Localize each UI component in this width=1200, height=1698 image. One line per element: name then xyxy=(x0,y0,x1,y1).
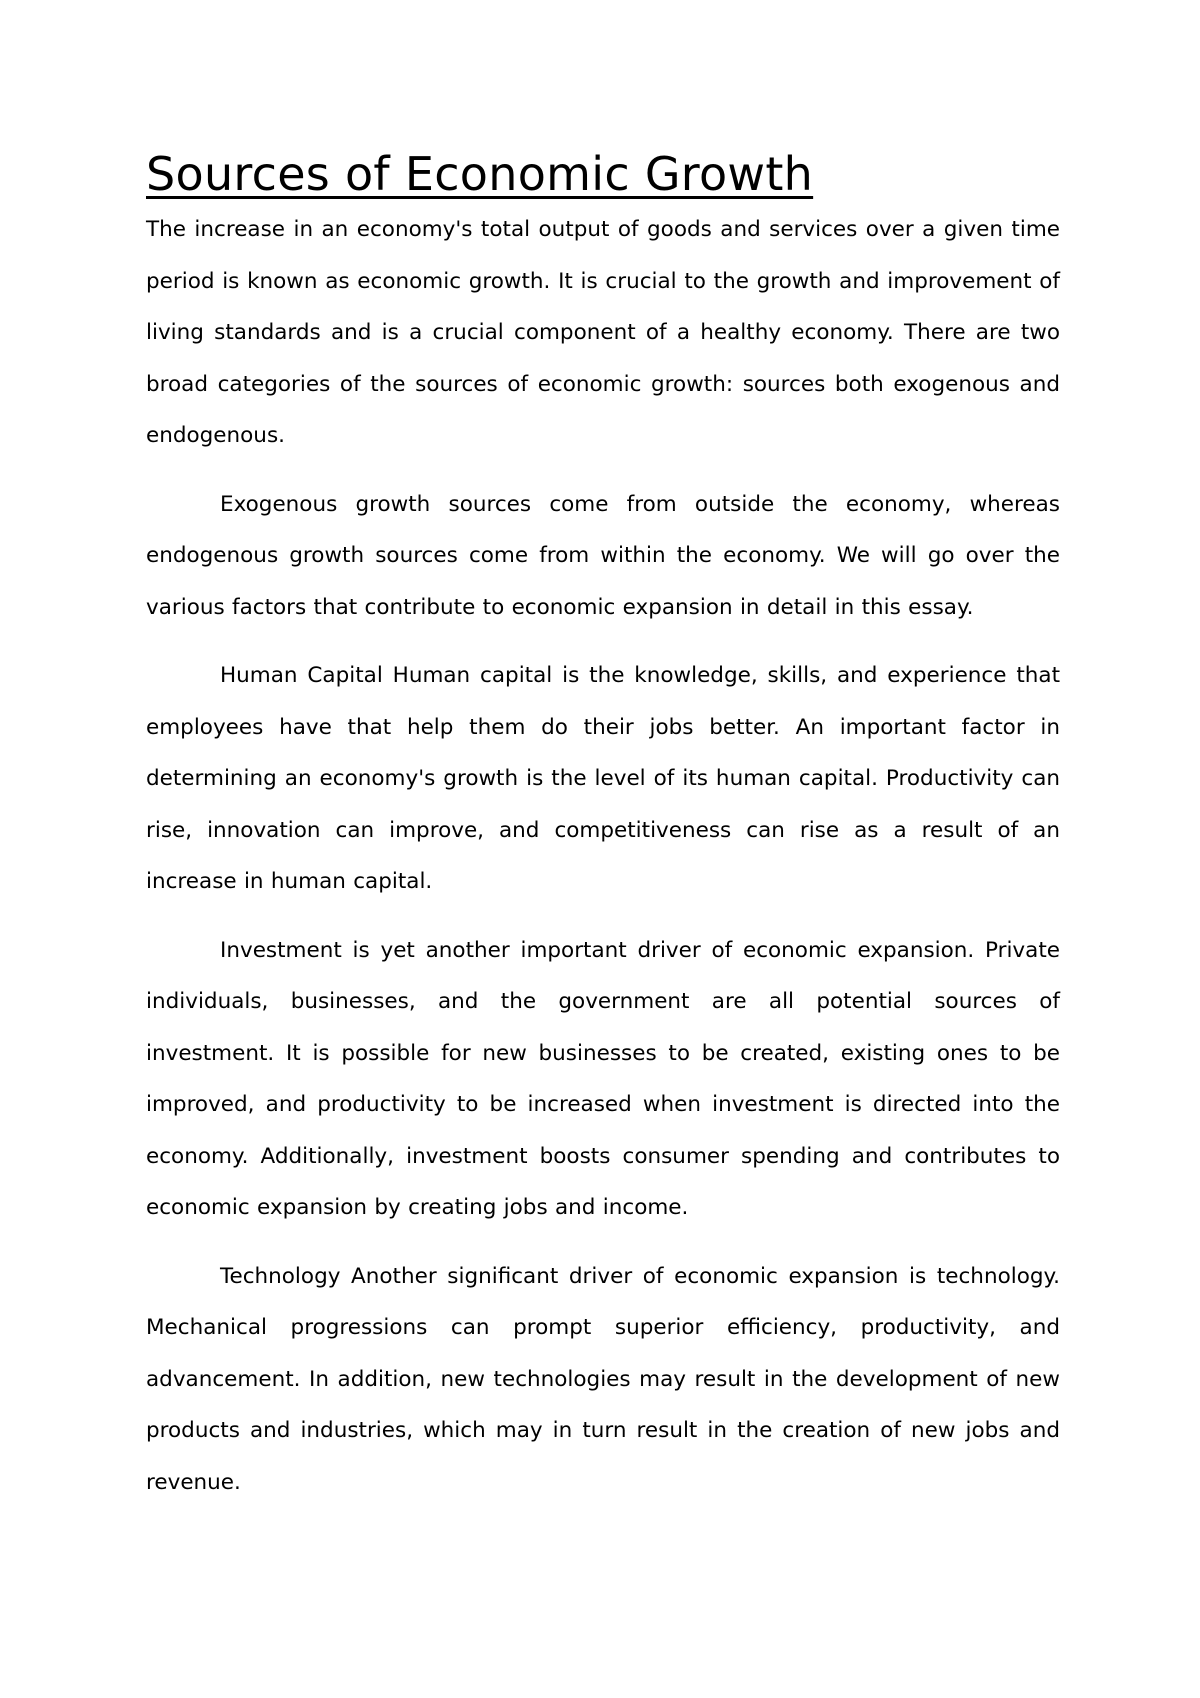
document-page xyxy=(146,144,1060,1508)
paragraph-intro: The increase in an economy's total output of goods and services over a given time period is known as economic growth. It is crucial to the growth and improvement of living standards and is a crucial component of a healthy economy. There are two broad categories of the sources of economic growth: sources both exogenous and endogenous. xyxy=(146,217,1060,448)
paragraph-exogenous-endogenous: Exogenous growth sources come from outside the economy, whereas endogenous growth sources come from within the economy. We will go over the various factors that contribute to economic expansion in detail in this essay. xyxy=(146,491,1060,620)
document-title: Sources of Economic Growth xyxy=(146,147,814,201)
paragraph-technology: Technology Another significant driver of economic expansion is technology. Mechanical progressions can prompt superior efficiency, productivity, and advancement. In addition, new technologies may result in the development of new products and industries, which may in turn result in the creation of new jobs and revenue. xyxy=(146,1263,1060,1495)
paragraph-human-capital: Human Capital Human capital is the knowledge, skills, and experience that employees have that help them do their jobs better. An important factor in determining an economy's growth is the level of its human capital. Productivity can rise, innovation can improve, and competitiveness can rise as a result of an increase in human capital. xyxy=(146,663,1060,894)
paragraph-investment: Investment is yet another important driver of economic expansion. Private individuals, businesses, and the government are all potential sources of investment. It is possible for new businesses to be created, existing ones to be improved, and productivity to be increased when investment is directed into the economy. Additionally, investment boosts consumer spending and contributes to economic expansion by creating jobs and income. xyxy=(146,937,1060,1220)
